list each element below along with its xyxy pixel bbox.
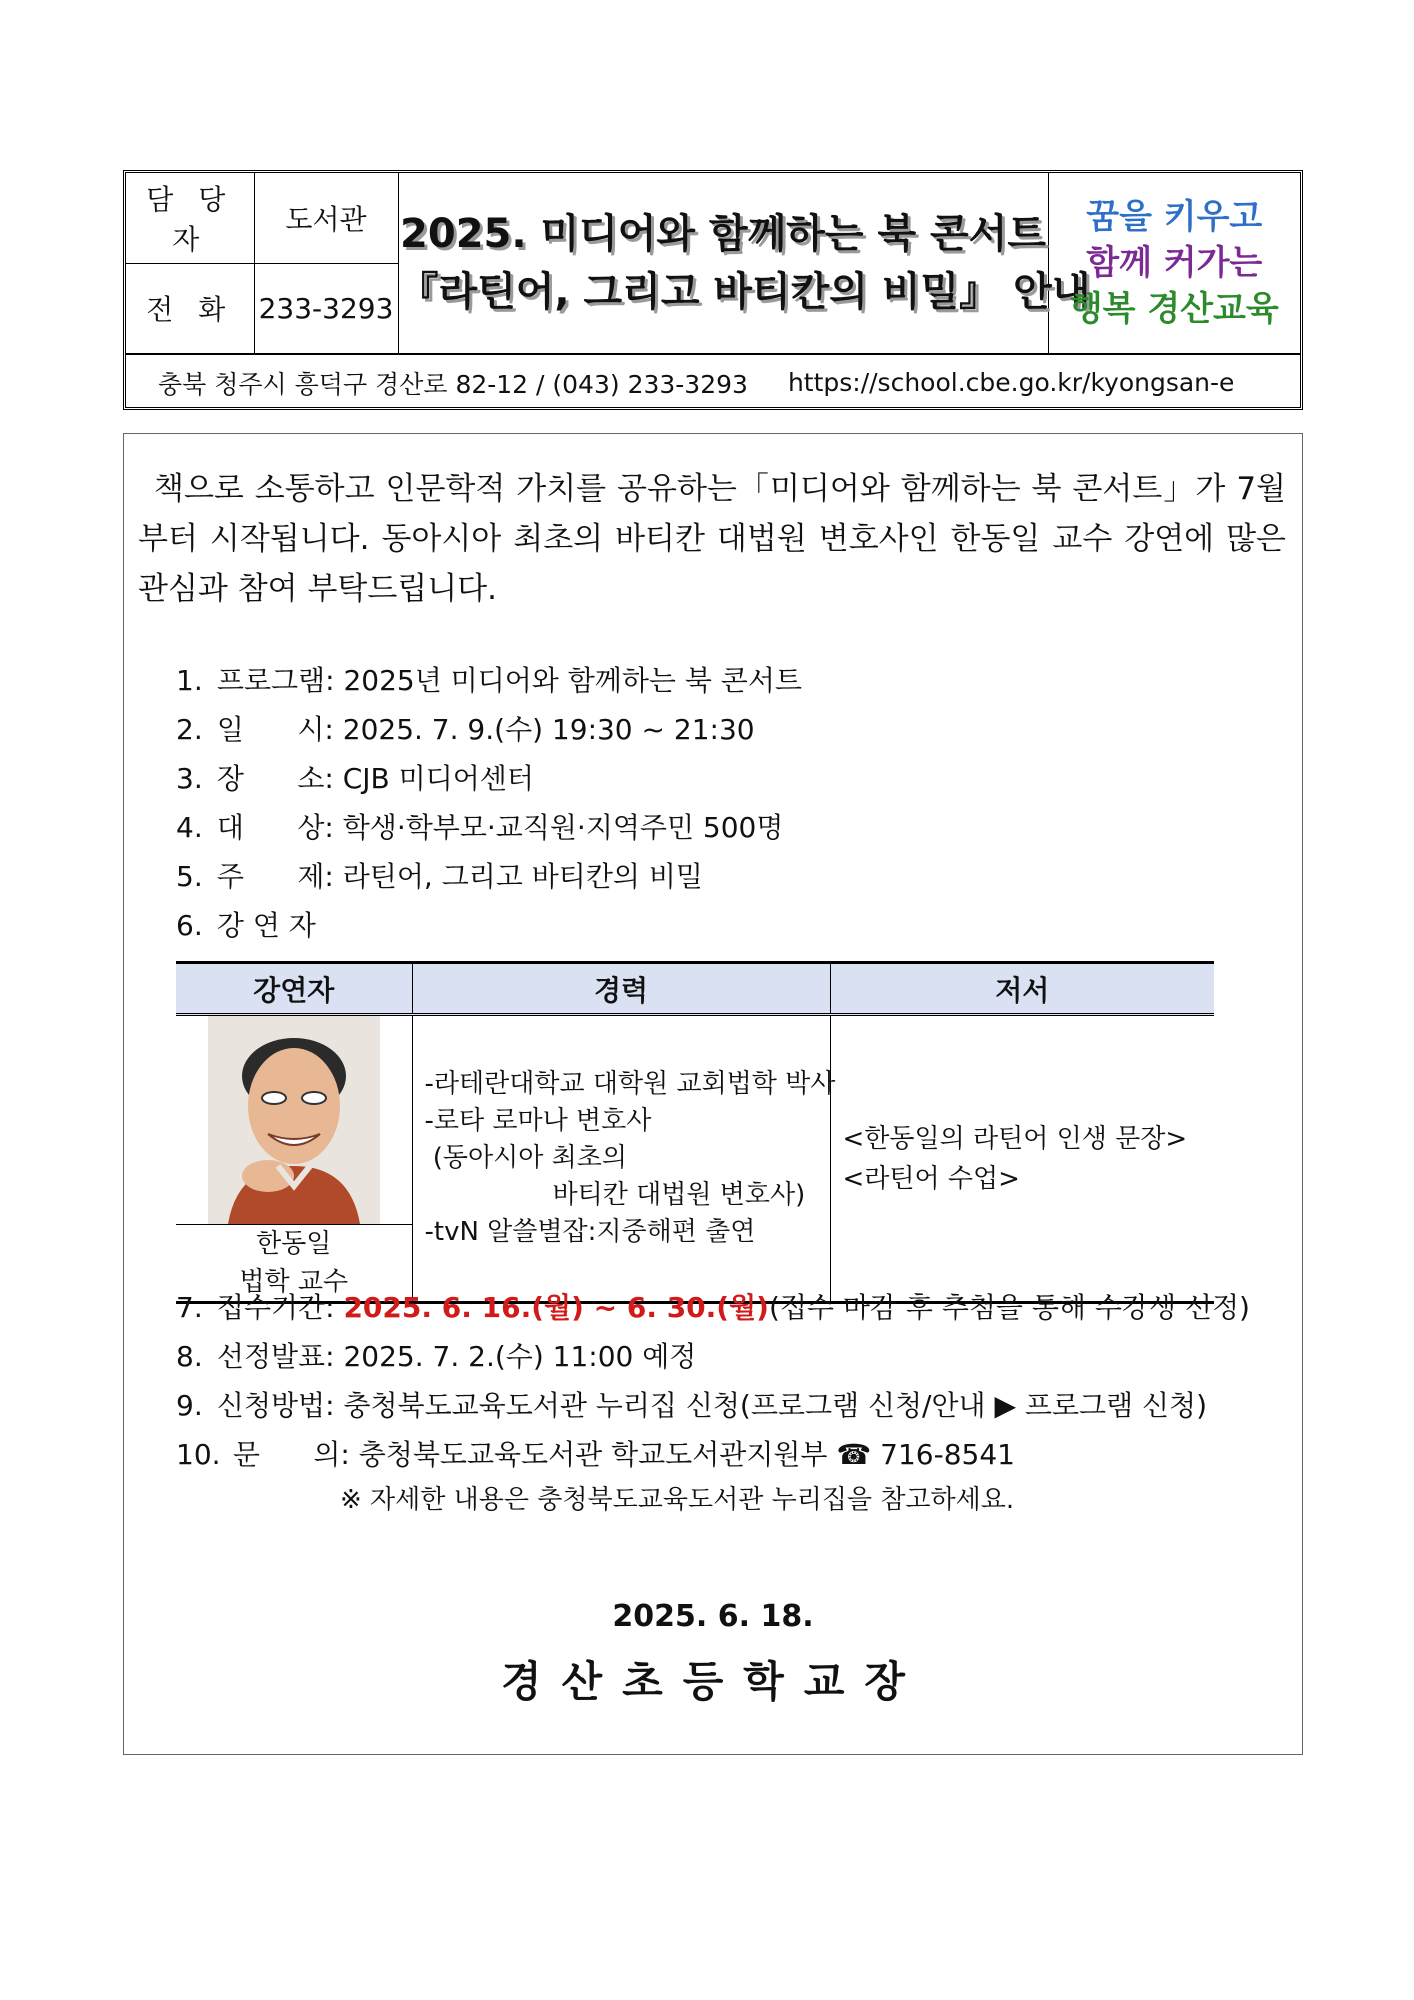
footnote: ※ 자세한 내용은 충청북도교육도서관 누리집을 참고하세요. [340,1485,1015,1515]
item-key: 선정발표: [216,1340,335,1373]
school-url[interactable]: https://school.cbe.go.kr/kyongsan-e [787,368,1235,397]
item-number: 6. [176,909,203,942]
item-key: 장 소: [216,762,334,795]
books-cell [830,1015,1214,1303]
info-list-2 [176,1283,1276,1479]
career-line: -로타 로마나 변호사 [424,1106,652,1136]
item-key: 주 제: [216,860,334,893]
header-books: 저서 [830,963,1214,1015]
item-number: 4. [176,811,203,844]
item-value: 2025년 미디어와 함께하는 북 콘서트 [343,664,802,697]
slogan-line-2: 함께 커가는 [1086,242,1263,283]
list-item [176,1283,1276,1332]
item-key: 문 의: [232,1438,350,1471]
item-number: 3. [176,762,203,795]
item-key: 대 상: [216,811,334,844]
speaker-role: 법학 교수 [239,1267,349,1297]
item-key: 신청방법: [216,1389,335,1422]
phone-value: 233-3293 [254,263,398,353]
item-value: CJB 미디어센터 [342,762,534,795]
item-key: 일 시: [216,713,334,746]
header-speaker: 강연자 [176,963,412,1015]
list-item [176,1332,1276,1381]
career-line: (동아시아 최초의 [424,1143,627,1173]
document-body [123,433,1303,1755]
list-item [176,656,1276,705]
career-cell [412,1015,836,1303]
title-line-1: 2025. 미디어와 함께하는 북 콘서트 [400,210,1046,257]
staff-label: 담 당 자 [126,173,254,263]
item-value: 라틴어, 그리고 바티칸의 비밀 [342,860,703,893]
issue-date: 2025. 6. 18. [612,1599,814,1634]
item-value: 2025. 7. 2.(수) 11:00 예정 [343,1340,697,1373]
book-title: <라틴어 수업> [842,1163,1020,1194]
school-address: 충북 청주시 흥덕구 경산로 82-12 / (043) 233-3293 [158,369,748,399]
phone-label: 전 화 [126,263,254,353]
item-number: 1. [176,664,203,697]
intro-paragraph: 책으로 소통하고 인문학적 가치를 공유하는「미디어와 함께하는 북 콘서트」가 7월부터 시작됩니다. 동아시아 최초의 바티칸 대법원 변호사인 한동일 교수 강연에 많은 관심과 참여 부탁드립니다. [138,471,1286,607]
document-header [123,170,1303,410]
career-line: -tvN 알쓸별잡:지중해편 출연 [424,1217,756,1247]
item-number: 9. [176,1389,203,1422]
slogan-line-1: 꿈을 키우고 [1086,196,1263,237]
header-career: 경력 [412,963,830,1015]
document-title [398,173,1091,353]
address-bar [126,354,1300,410]
item-number: 5. [176,860,203,893]
speaker-photo [208,1016,380,1224]
career-line: -라테란대학교 대학원 교회법학 박사 [424,1069,836,1099]
list-item [176,705,1276,754]
list-item [176,1430,1276,1479]
speaker-table [176,961,1214,1304]
item-key: 프로그램: [216,664,335,697]
item-value: 충청북도교육도서관 학교도서관지원부 ☎ 716-8541 [358,1438,1015,1471]
item-value: (접수 마감 후 추첨을 통해 수강생 선정) [768,1291,1250,1324]
list-item [176,754,1276,803]
book-title: <한동일의 라틴어 인생 문장> [842,1123,1188,1154]
list-item [176,1381,1276,1430]
career-line: 바티칸 대법원 변호사) [552,1180,806,1210]
item-key: 강 연 자 [216,909,316,942]
item-number: 2. [176,713,203,746]
slogan [1048,173,1300,353]
list-item [176,852,1276,901]
item-value: 학생·학부모·교직원·지역주민 500명 [342,811,784,844]
item-number: 10. [176,1438,221,1471]
item-number: 7. [176,1291,203,1324]
list-item [176,901,1276,950]
title-line-2: 『라틴어, 그리고 바티칸의 비밀』 안내 [398,268,1091,315]
list-item [176,803,1276,852]
item-key: 접수기간: [216,1291,335,1324]
application-period: 2025. 6. 16.(월) ~ 6. 30.(월) [343,1291,769,1324]
info-list [176,656,1276,950]
item-number: 8. [176,1340,203,1373]
header-table [126,173,1300,354]
speaker-name: 한동일 [256,1229,332,1259]
item-value: 충청북도교육도서관 누리집 신청(프로그램 신청/안내 ▶ 프로그램 신청) [343,1389,1208,1422]
item-value: 2025. 7. 9.(수) 19:30 ~ 21:30 [342,713,755,746]
staff-value: 도서관 [254,173,398,263]
speaker-cell [176,1015,412,1303]
signer: 경산초등학교장 [500,1657,925,1706]
slogan-line-3: 행복 경산교육 [1069,288,1279,329]
